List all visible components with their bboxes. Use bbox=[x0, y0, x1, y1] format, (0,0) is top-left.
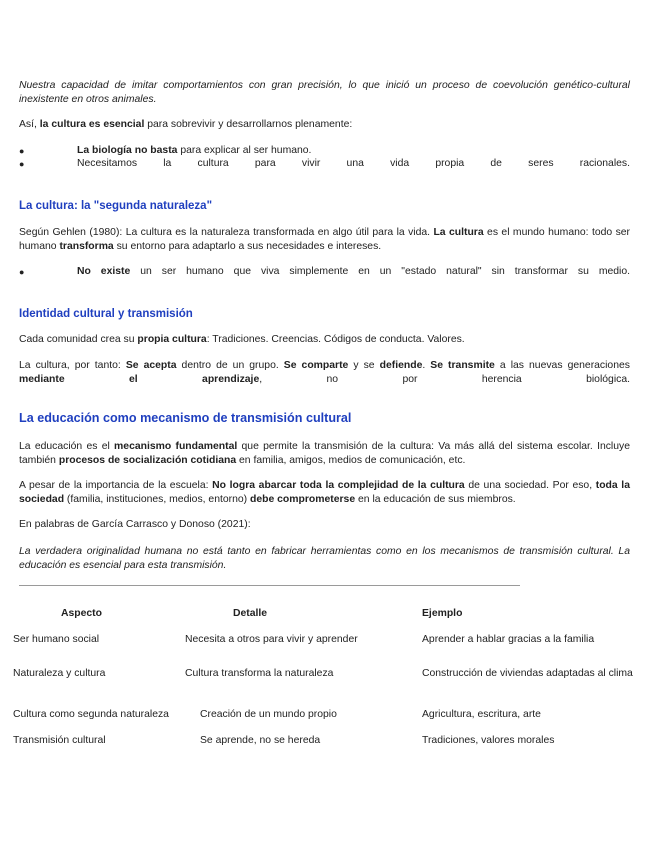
table-header-aspecto: Aspecto bbox=[61, 608, 102, 619]
table-cell: Creación de un mundo propio bbox=[200, 709, 337, 720]
section-heading-educacion: La educación como mecanismo de transmisión cultural bbox=[19, 411, 352, 425]
table-header-ejemplo: Ejemplo bbox=[422, 608, 463, 619]
comunidad-paragraph: Cada comunidad crea su propia cultura: Tradiciones. Creencias. Códigos de conducta. Valores. bbox=[19, 334, 465, 345]
bullet-icon: ● bbox=[19, 146, 25, 156]
divider bbox=[19, 585, 520, 586]
table-cell: Aprender a hablar gracias a la familia bbox=[422, 634, 595, 645]
table-cell: Transmisión cultural bbox=[13, 735, 106, 746]
table-cell: Ser humano social bbox=[13, 634, 100, 645]
por-tanto-paragraph: La cultura, por tanto: Se acepta dentro de un grupo. Se comparte y se defiende. Se transmite a las nuevas generaciones mediante el aprendizaje, no por herencia biológica. bbox=[19, 360, 630, 385]
cita-quote: La verdadera originalidad humana no está tanto en fabricar herramientas como en los mecanismos de transmisión cultural. La educación es esencial para esta transmisión. bbox=[19, 546, 630, 571]
gehlen-paragraph: Según Gehlen (1980): La cultura es la naturaleza transformada en algo útil para la vida. La cultura es el mundo humano: todo ser humano transforma su entorno para adaptarlo a sus necesidades e intereses. bbox=[19, 227, 631, 252]
table-cell: Tradiciones, valores morales bbox=[422, 735, 555, 746]
intro-quote: Nuestra capacidad de imitar comportamientos con gran precisión, lo que inició un proceso de coevolución genético-cultural inexistente en otros animales. bbox=[19, 80, 630, 105]
section-heading-segunda-naturaleza: La cultura: la "segunda naturaleza" bbox=[19, 200, 213, 212]
table-cell: Construcción de viviendas adaptadas al clima bbox=[422, 668, 633, 679]
escuela-paragraph: A pesar de la importancia de la escuela: No logra abarcar toda la complejidad de la cultura de una sociedad. Por eso, toda la sociedad (familia, instituciones, medios, entorno) debe comprometerse en la educación de sus miembros. bbox=[19, 480, 630, 505]
bullet-icon: ● bbox=[19, 159, 25, 169]
table-cell: Cultura transforma la naturaleza bbox=[185, 668, 334, 679]
table-cell: Agricultura, escritura, arte bbox=[422, 709, 541, 720]
asi-paragraph: Así, la cultura es esencial para sobrevivir y desarrollarnos plenamente: bbox=[19, 119, 353, 130]
section-heading-identidad: Identidad cultural y transmisión bbox=[19, 308, 193, 320]
palabras-paragraph: En palabras de García Carrasco y Donoso (2021): bbox=[19, 519, 251, 530]
table-header-detalle: Detalle bbox=[233, 608, 268, 619]
table-cell: Naturaleza y cultura bbox=[13, 668, 106, 679]
table-cell: Se aprende, no se hereda bbox=[200, 735, 321, 746]
bullet-icon: ● bbox=[19, 267, 25, 277]
table-cell: Cultura como segunda naturaleza bbox=[13, 709, 169, 720]
educacion-paragraph: La educación es el mecanismo fundamental que permite la transmisión de la cultura: Va más allá del sistema escolar. Incluye también procesos de socialización cotidiana en familia, amigos, medios de comunicación, etc. bbox=[19, 441, 630, 466]
table-cell: Necesita a otros para vivir y aprender bbox=[185, 634, 358, 645]
